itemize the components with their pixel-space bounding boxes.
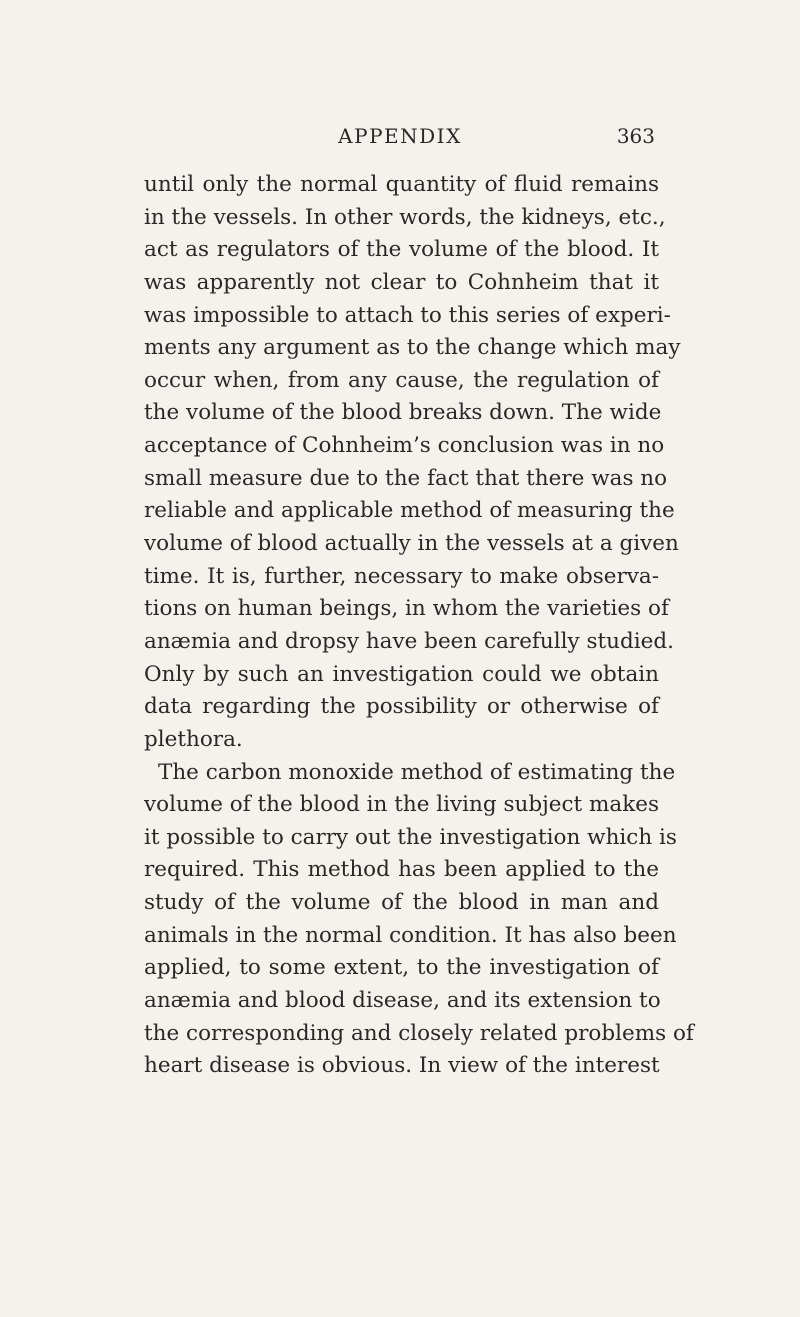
text-line: acceptance of Cohnheim’s conclusion was in no <box>144 433 665 459</box>
text-line: small measure due to the fact that there was no <box>144 465 668 491</box>
text-line: was apparently not clear to Cohnheim that it <box>144 269 659 295</box>
text-line: tions on human beings, in whom the varieties of <box>144 596 669 622</box>
text-line: in the vessels. In other words, the kidneys, etc., <box>144 204 666 230</box>
text-line: volume of blood actually in the vessels at a given <box>144 531 679 557</box>
text-line: was impossible to attach to this series of experi- <box>144 302 671 328</box>
text-line: heart disease is obvious. In view of the interest <box>144 1053 660 1079</box>
text-line: data regarding the possibility or otherwise of <box>144 694 659 720</box>
text-line: act as regulators of the volume of the blood. It <box>144 237 659 263</box>
text-line: it possible to carry out the investigation which is <box>144 824 677 850</box>
text-line: anæmia and dropsy have been carefully studied. <box>144 628 674 654</box>
text-line: volume of the blood in the living subject makes <box>144 792 660 818</box>
text-line: plethora. <box>144 726 243 752</box>
running-head <box>0 124 800 154</box>
body-text <box>144 169 694 1083</box>
text-line: The carbon monoxide method of estimating the <box>158 759 676 785</box>
text-line: animals in the normal condition. It has also been <box>144 922 677 948</box>
text-line: anæmia and blood disease, and its extension to <box>144 988 661 1014</box>
text-line: occur when, from any cause, the regulation of <box>144 367 659 393</box>
text-line: the volume of the blood breaks down. The wide <box>144 400 662 426</box>
text-line: study of the volume of the blood in man and <box>144 890 659 916</box>
text-line: time. It is, further, necessary to make observa- <box>144 563 659 589</box>
page-number: 363 <box>616 124 655 148</box>
text-line: ments any argument as to the change which may <box>144 335 681 361</box>
running-title: APPENDIX <box>338 124 462 148</box>
text-line: required. This method has been applied to the <box>144 857 659 883</box>
text-line: the corresponding and closely related problems of <box>144 1020 694 1046</box>
text-line: applied, to some extent, to the investigation of <box>144 955 659 981</box>
text-line: until only the normal quantity of fluid remains <box>144 172 659 197</box>
text-line: Only by such an investigation could we obtain <box>144 661 659 687</box>
text-line: reliable and applicable method of measuring the <box>144 498 675 524</box>
